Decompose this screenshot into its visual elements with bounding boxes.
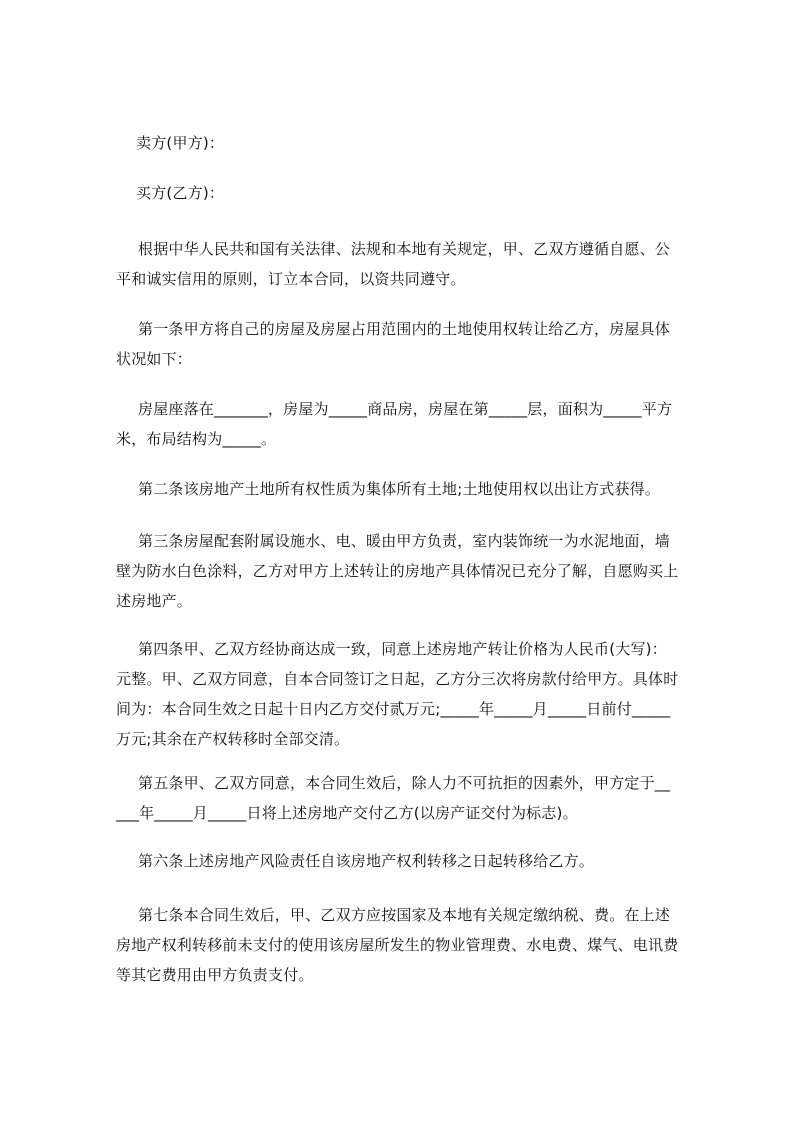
article3-line: 述房地产。 bbox=[116, 592, 193, 610]
article3-paragraph bbox=[116, 526, 700, 616]
buyer-label bbox=[116, 178, 700, 208]
article4-line: 万元;其余在产权转移时全部交清。 bbox=[116, 730, 350, 748]
article3-line: 第三条房屋配套附属设施水、电、暖由甲方负责，室内装饰统一为水泥地面，墙 bbox=[138, 532, 671, 550]
preamble-line: 根据中华人民共和国有关法律、法规和本地有关规定，甲、乙双方遵循自愿、公 bbox=[138, 240, 671, 258]
article4-line: 第四条甲、乙双方经协商达成一致，同意上述房地产转让价格为人民币(大写)： bbox=[138, 640, 667, 658]
article5-paragraph bbox=[116, 768, 700, 828]
preamble-paragraph bbox=[116, 234, 700, 294]
article7-line: 第七条本合同生效后，甲、乙双方应按国家及本地有关规定缴纳税、费。在上述 bbox=[138, 906, 671, 924]
article2-paragraph bbox=[116, 474, 700, 504]
article4-line: 元整。甲、乙双方同意，自本合同签订之日起，乙方分三次将房款付给甲方。具体时 bbox=[116, 670, 679, 688]
seller-label-text: 卖方(甲方)： bbox=[136, 134, 225, 152]
article4-line: 间为：本合同生效之日起十日内乙方交付贰万元;_____年_____月_____日前付_____ bbox=[116, 700, 671, 718]
buyer-label-text: 买方(乙方)： bbox=[136, 184, 225, 202]
article7-paragraph bbox=[116, 900, 700, 990]
article5-line: ___年_____月_____日将上述房地产交付乙方(以房产证交付为标志)。 bbox=[116, 804, 578, 822]
article7-line: 房地产权利转移前未支付的使用该房屋所发生的物业管理费、水电费、煤气、电讯费 bbox=[116, 936, 679, 954]
article1-detail-paragraph bbox=[116, 394, 700, 454]
article1-detail-line: 米，布局结构为_____。 bbox=[116, 430, 277, 448]
preamble-line: 平和诚实信用的原则，订立本合同，以资共同遵守。 bbox=[116, 270, 466, 288]
article7-line: 等其它费用由甲方负责支付。 bbox=[116, 966, 314, 984]
article6-paragraph bbox=[116, 846, 700, 876]
article1-line: 第一条甲方将自己的房屋及房屋占用范围内的土地使用权转让给乙方，房屋具体 bbox=[138, 320, 671, 338]
article2-line: 第二条该房地产土地所有权性质为集体所有土地;土地使用权以出让方式获得。 bbox=[138, 480, 661, 498]
article1-detail-line: 房屋座落在_______，房屋为_____商品房，房屋在第_____层，面积为_____平方 bbox=[138, 400, 673, 418]
article3-line: 壁为防水白色涂料，乙方对甲方上述转让的房地产具体情况已充分了解，自愿购买上 bbox=[116, 562, 679, 580]
article4-paragraph bbox=[116, 634, 700, 754]
article1-paragraph bbox=[116, 314, 700, 374]
article1-line: 状况如下： bbox=[116, 350, 193, 368]
seller-label bbox=[116, 128, 700, 158]
article6-line: 第六条上述房地产风险责任自该房地产权利转移之日起转移给乙方。 bbox=[138, 852, 595, 870]
article5-line: 第五条甲、乙双方同意，本合同生效后，除人力不可抗拒的因素外，甲方定于__ bbox=[138, 774, 671, 792]
